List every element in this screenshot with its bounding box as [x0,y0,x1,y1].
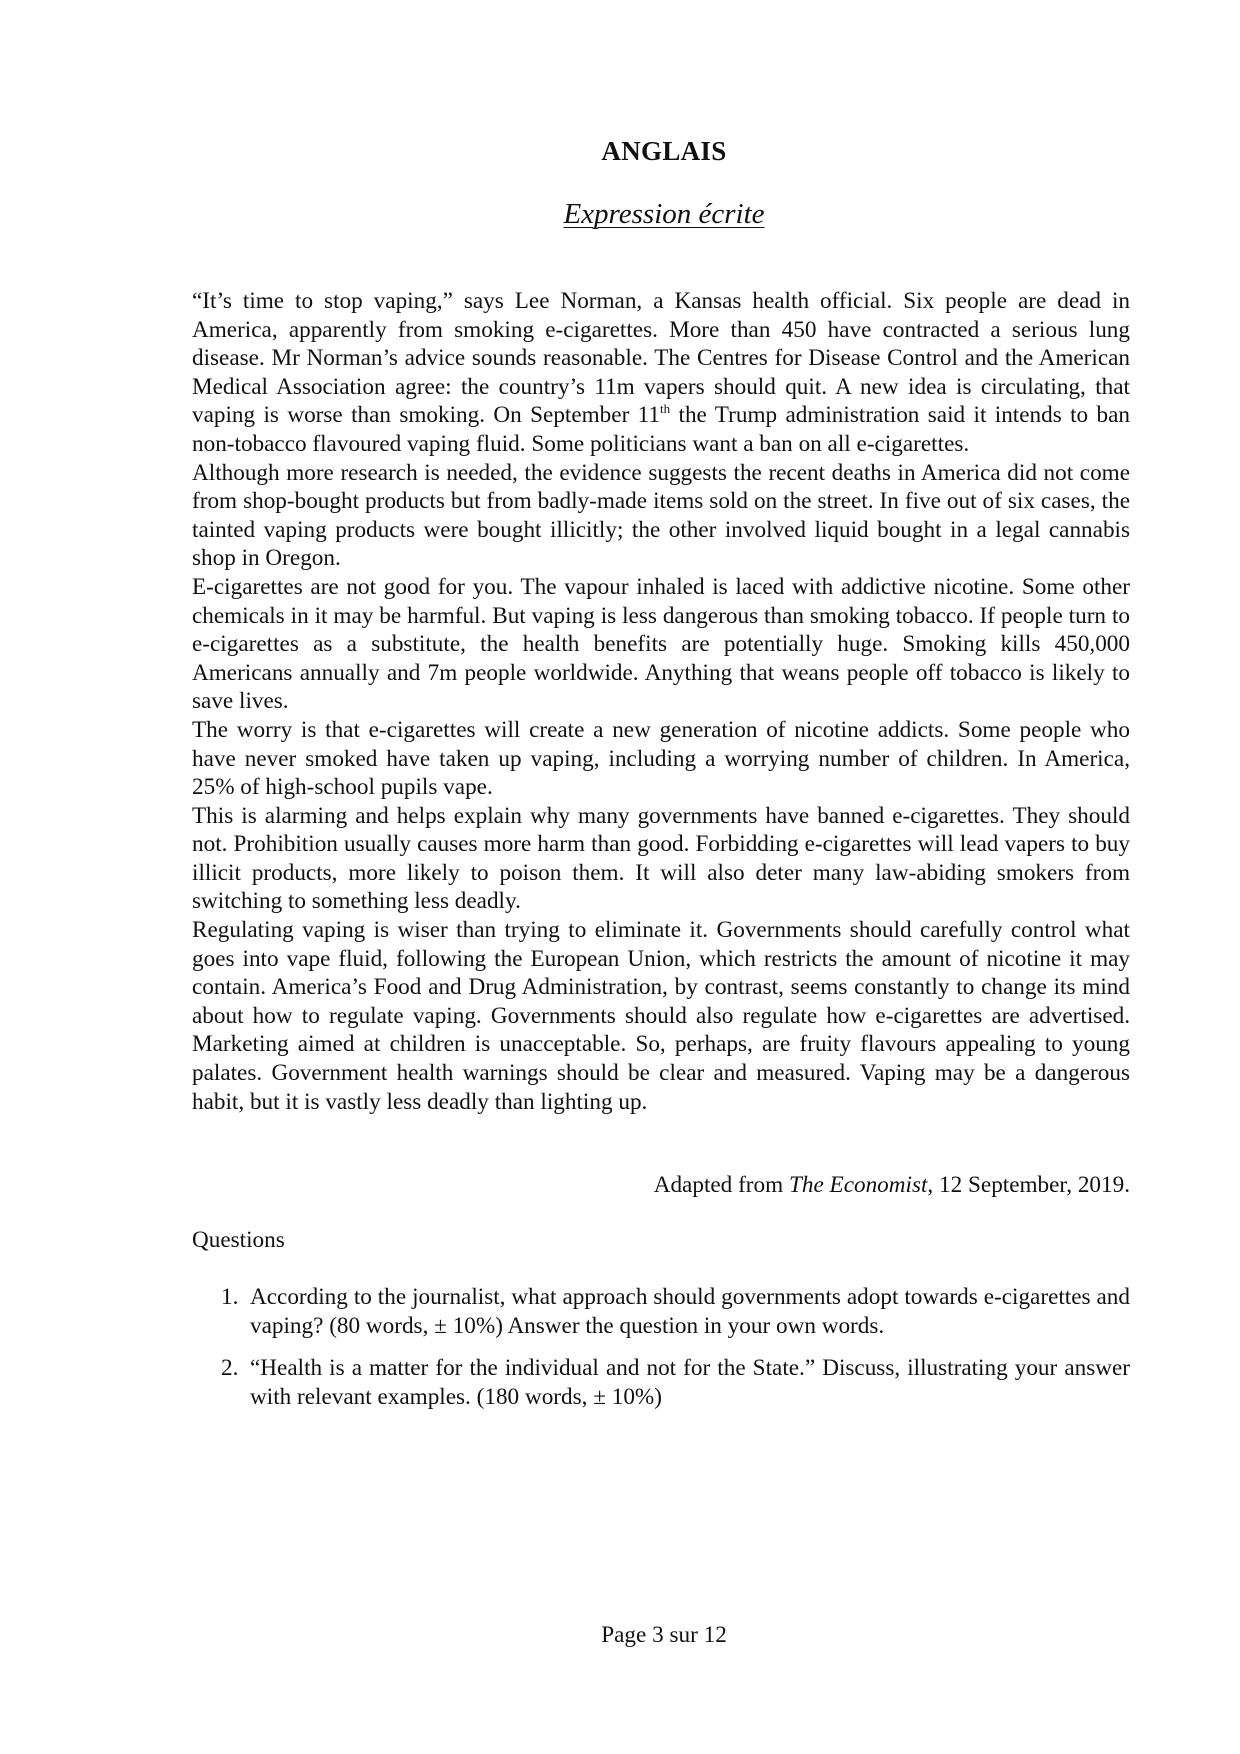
source-prefix: Adapted from [653,1172,789,1198]
questions-list [192,1283,1130,1425]
article-paragraph-3: E-cigarettes are not good for you. The vapour inhaled is laced with addictive nicotine. Some other chemicals in it may be harmful. But vaping is less dangerous than smoking tobacco. If people turn to e-cigarettes as a substitute, the health benefits are potentially huge. Smoking kills 450,000 Americans annually and 7m people worldwide. Anything that weans people off tobacco is likely to save lives. [192,573,1130,715]
article-paragraph-1-part-b: the Trump administration said it intends to ban non-tobacco flavoured vaping fluid. Some politicians want a ban on all e-cigarettes. [192,402,1131,457]
article-paragraph-4: The worry is that e-cigarettes will create a new generation of nicotine addicts. Some people who have never smoked have taken up vaping, including a worrying number of children. In America, 25% of high-school pupils vape. [192,716,1130,801]
page-number: Page 3 sur 12 [601,1622,727,1648]
page-subtitle: Expression écrite [563,198,765,230]
question-number: 2. [221,1355,239,1382]
question-text: “Health is a matter for the individual and not for the State.” Discuss, illustrating your answer with relevant examples. (180 words, ± 10%) [250,1355,1130,1410]
question-item [192,1354,1130,1411]
source-suffix: , 12 September, 2019. [927,1172,1130,1198]
question-item [192,1283,1130,1340]
questions-heading: Questions [192,1227,285,1253]
ordinal-superscript: th [660,401,671,417]
article-paragraph-1-part-a: “It’s time to stop vaping,” says Lee Norman, a Kansas health official. Six people are dead in America, apparently from smoking e-cigarettes. More than 450 have contracted a serious lung disease. Mr Norman’s advice sounds reasonable. The Centres for Disease Control and the American Medical Association agree: the country’s 11m vapers should quit. A new idea is circulating, that vaping is worse than smoking. On September 11 [192,288,1130,429]
article-source [654,1171,1130,1199]
source-publication: The Economist [788,1172,928,1198]
article-paragraph-5: This is alarming and helps explain why many governments have banned e-cigarettes. They should not. Prohibition usually causes more harm than good. Forbidding e-cigarettes will lead vapers to buy illicit products, more likely to poison them. It will also deter many law-abiding smokers from switching to something less deadly. [192,802,1130,915]
article-paragraph-6: Regulating vaping is wiser than trying to eliminate it. Governments should carefully control what goes into vape fluid, following the European Union, which restricts the amount of nicotine it may contain. America’s Food and Drug Administration, by contrast, seems constantly to change its mind about how to regulate vaping. Governments should also regulate how e-cigarettes are advertised. Marketing aimed at children is unacceptable. So, perhaps, are fruity flavours appealing to young palates. Government health warnings should be clear and measured. Vaping may be a dangerous habit, but it is vastly less deadly than lighting up. [192,917,1130,1115]
article-paragraph-2: Although more research is needed, the evidence suggests the recent deaths in America did not come from shop-bought products but from badly-made items sold on the street. In five out of six cases, the tainted vaping products were bought illicitly; the other involved liquid bought in a legal cannabis shop in Oregon. [192,459,1130,572]
page-title: ANGLAIS [601,136,727,166]
article-paragraph-1 [192,287,1130,459]
question-number: 1. [221,1284,239,1310]
question-text: According to the journalist, what approach should governments adopt towards e-cigarettes and vaping? (80 words, ± 10%) Answer the question in your own words. [250,1284,1130,1339]
article-text [192,287,1130,1116]
